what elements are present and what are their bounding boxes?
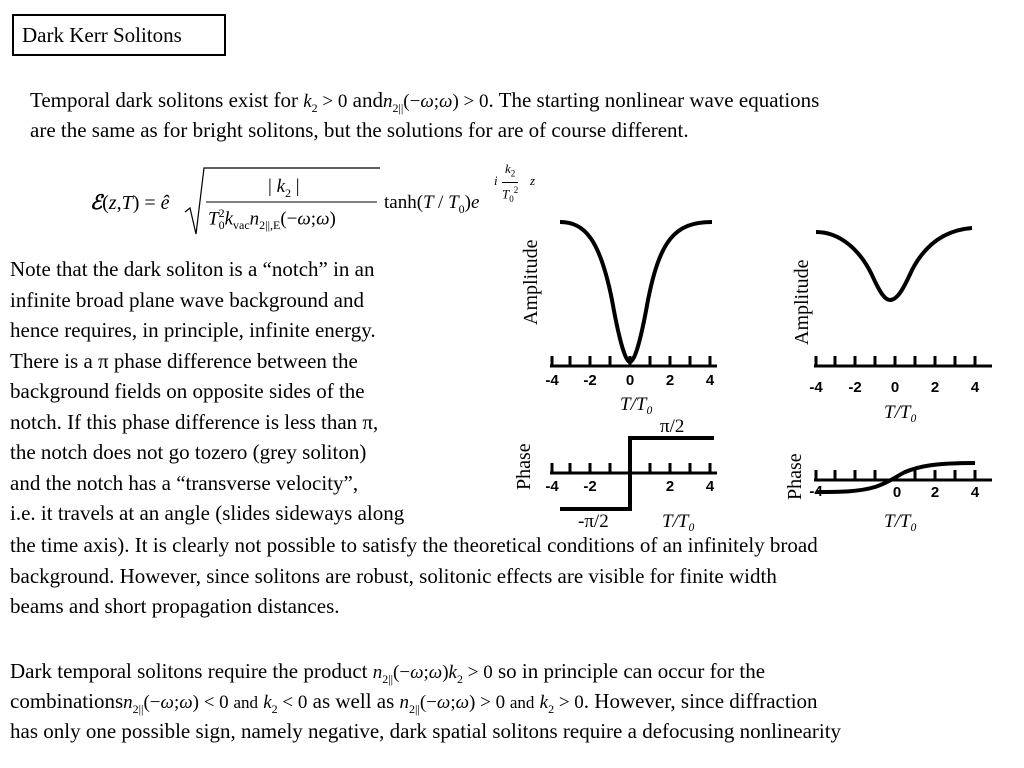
denominator: $T_0^2k_{vac}n_{2||,E}(-\omega;\omega)$ — [208, 206, 336, 233]
tick-label: -4 — [545, 372, 559, 389]
left-line: notch. If this phase difference is less than π, — [10, 409, 379, 434]
tick-label: 0 — [890, 379, 900, 396]
product-expr: $n_{2||}(-\omega;\omega)k_2 > 0$ — [372, 662, 493, 686]
intro-and: and — [352, 88, 383, 112]
page-title: Dark Kerr Solitons — [22, 23, 182, 47]
and-text: and — [509, 693, 535, 712]
final-l1-post: so in principle can occur for the — [497, 659, 766, 683]
k2-negative-expr: $k_2 < 0$ — [263, 692, 308, 716]
body-line: the time axis). It is clearly not possible to satisfy the theoretical conditions of an infinitely broad — [10, 533, 818, 557]
neg-pi-half-label: -π/2 — [578, 511, 609, 532]
tick-label: -2 — [583, 478, 597, 495]
tick-label: 2 — [930, 484, 940, 501]
tick-label: -4 — [809, 483, 823, 500]
final-l2-pre: combinations — [10, 689, 124, 713]
amplitude-label-right: Amplitude — [791, 259, 813, 345]
tanh-term: $\tanh(T / T_0)e$ — [384, 192, 480, 216]
tick-label: 2 — [665, 478, 675, 495]
final-l1-pre: Dark temporal solitons require the product — [10, 659, 368, 683]
tick-label: 4 — [705, 372, 715, 389]
and-text: and — [233, 693, 258, 712]
tick-label: 2 — [930, 379, 940, 396]
intro-line-2: are the same as for bright solitons, but the solutions for are of course different. — [30, 118, 689, 142]
left-line: hence requires, in principle, infinite energy. — [10, 318, 376, 342]
phase-axis-left — [550, 463, 717, 473]
tick-label: 2 — [665, 372, 675, 389]
soliton-equation: ℰ(z,T) = ê | $k_2$ | $T_0^2k_{vac}n_{2||,E}(-\omega;\omega)$ $\tanh(T / T_0)e$ i $k_2$ $T_0^2$ z — [90, 162, 530, 242]
intro-post: . The starting nonlinear wave equations — [488, 88, 820, 112]
final-line-3: has only one possible sign, namely negative, dark spatial solitons require a defocusing nonlinearity — [10, 719, 842, 743]
k2-positive-expr-2: $k_2 > 0$ — [539, 692, 584, 716]
x-axis-label: T/T₀ — [884, 511, 918, 532]
phase-label-right: Phase — [784, 453, 806, 500]
body-line: background. However, since solitons are robust, solitonic effects are visible for finite width — [10, 563, 777, 588]
tick-label: 4 — [970, 484, 980, 501]
left-line: and the notch has a “transverse velocity”, — [10, 470, 359, 495]
left-line: There is a π phase difference between the — [10, 348, 358, 373]
tick-label: -4 — [809, 379, 823, 396]
x-axis-label: T/T₀ — [662, 511, 696, 532]
amplitude-label-left: Amplitude — [520, 239, 542, 325]
tick-label: -4 — [545, 478, 559, 495]
tick-label: -2 — [583, 372, 597, 389]
intro-pre: Temporal dark solitons exist for — [30, 88, 298, 112]
final-l2-mid: as well as — [312, 689, 395, 713]
left-line: background fields on opposite sides of the — [10, 379, 365, 403]
body-line: beams and short propagation distances. — [10, 594, 340, 618]
left-line: the notch does not go tozero (grey soliton) — [10, 440, 367, 464]
pi-half-label: π/2 — [660, 416, 685, 437]
phase-label-left: Phase — [513, 443, 535, 490]
positive-combo-expr: $n_{2||}(-\omega;\omega) > 0$ — [399, 692, 510, 716]
tick-label: 4 — [705, 478, 715, 495]
tick-label: 4 — [970, 379, 980, 396]
field-envelope: ℰ(z,T) = ê — [90, 192, 170, 214]
x-axis-label: T/T₀ — [884, 402, 918, 423]
final-l2-post: . However, since diffraction — [583, 689, 818, 713]
amplitude-curve-grey — [816, 228, 972, 300]
negative-combo-expr: $n_{2||}(-\omega;\omega) < 0$ — [123, 692, 234, 716]
amplitude-axis-right — [814, 356, 992, 366]
n2-positive-expr: $n_{2||}(-\omega;\omega) > 0$ — [382, 91, 489, 115]
left-line: Note that the dark soliton is a “notch” in an — [10, 257, 375, 281]
left-line: i.e. it travels at an angle (slides sideways along — [10, 501, 405, 525]
left-line: infinite broad plane wave background and — [10, 287, 364, 312]
tick-label: 0 — [625, 372, 635, 389]
tick-label: -2 — [848, 379, 862, 396]
k2-positive-expr: $k_2 > 0$ — [303, 91, 348, 115]
amplitude-curve-dark — [560, 222, 712, 362]
k2-abs-numerator: | $k_2$ | — [268, 176, 300, 200]
tick-label: 0 — [892, 484, 902, 501]
body-paragraph — [10, 530, 818, 622]
x-axis-label: T/T₀ — [620, 394, 654, 415]
